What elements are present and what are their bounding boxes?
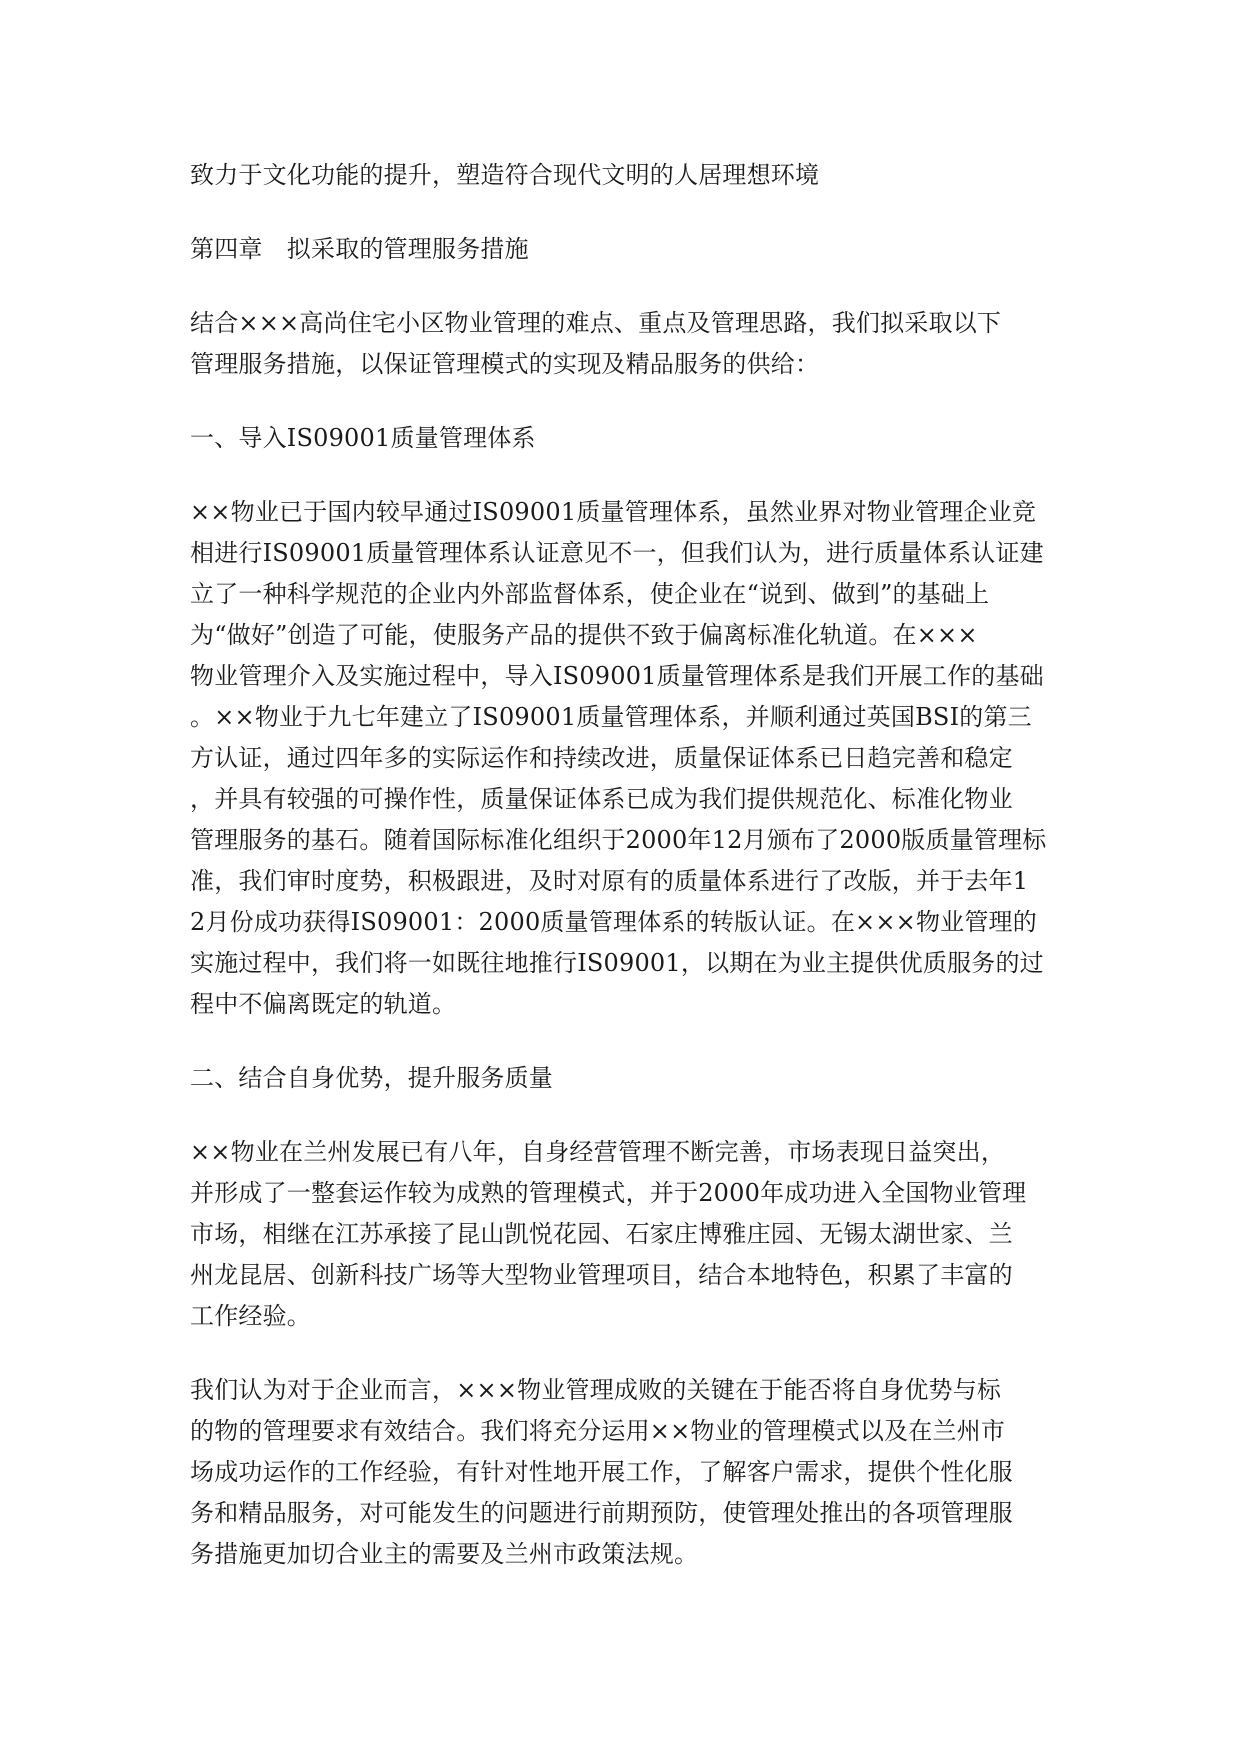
text-line: 市场，相继在江苏承接了昆山凯悦花园、石家庄博雅庄园、无锡太湖世家、兰 xyxy=(190,1220,1013,1248)
text-line: 立了一种科学规范的企业内外部监督体系，使企业在“说到、做到”的基础上 xyxy=(190,580,990,608)
text-line: ，并具有较强的可操作性，质量保证体系已成为我们提供规范化、标准化物业 xyxy=(190,785,1013,813)
text-line: 一、导入IS09001质量管理体系 xyxy=(190,424,536,452)
text-line: 物业管理介入及实施过程中，导入IS09001质量管理体系是我们开展工作的基础 xyxy=(190,662,1044,690)
text-line: 准，我们审时度势，积极跟进，及时对原有的质量体系进行了改版，并于去年1 xyxy=(190,867,1029,895)
text-line: 务和精品服务，对可能发生的问题进行前期预防，使管理处推出的各项管理服 xyxy=(190,1499,1013,1527)
text-line: 致力于文化功能的提升，塑造符合现代文明的人居理想环境 xyxy=(190,161,820,189)
chapter-heading xyxy=(190,229,1050,270)
text-line: ××物业已于国内较早通过IS09001质量管理体系，虽然业界对物业管理企业竞 xyxy=(190,498,1037,526)
text-line: 第四章 拟采取的管理服务措施 xyxy=(190,235,529,263)
text-line: 的物的管理要求有效结合。我们将充分运用××物业的管理模式以及在兰州市 xyxy=(190,1417,1006,1445)
section-2-paragraph-1 xyxy=(190,1132,1050,1337)
text-line: 我们认为对于企业而言，×××物业管理成败的关键在于能否将自身优势与标 xyxy=(190,1376,1002,1404)
section-1-paragraph xyxy=(190,492,1050,1025)
text-line: 。××物业于九七年建立了IS09001质量管理体系，并顺利通过英国BSI的第三 xyxy=(190,703,1032,731)
section-heading-1 xyxy=(190,418,1050,459)
text-line: 结合×××高尚住宅小区物业管理的难点、重点及管理思路，我们拟采取以下 xyxy=(190,309,1002,337)
text-line: 程中不偏离既定的轨道。 xyxy=(190,990,457,1018)
text-line: 相进行IS09001质量管理体系认证意见不一，但我们认为，进行质量体系认证建 xyxy=(190,539,1044,567)
text-line: 方认证，通过四年多的实际运作和持续改进，质量保证体系已日趋完善和稳定 xyxy=(190,744,1013,772)
intro-paragraph xyxy=(190,155,1050,196)
text-line: 二、结合自身优势，提升服务质量 xyxy=(190,1064,553,1092)
text-line: 场成功运作的工作经验，有针对性地开展工作，了解客户需求，提供个性化服 xyxy=(190,1458,1013,1486)
text-line: 工作经验。 xyxy=(190,1302,311,1330)
text-line: 并形成了一整套运作较为成熟的管理模式，并于2000年成功进入全国物业管理 xyxy=(190,1179,1027,1207)
text-line: 为“做好”创造了可能，使服务产品的提供不致于偏离标准化轨道。在××× xyxy=(190,621,978,649)
text-line: 州龙昆居、创新科技广场等大型物业管理项目，结合本地特色，积累了丰富的 xyxy=(190,1261,1013,1289)
section-2-paragraph-2 xyxy=(190,1370,1050,1575)
text-line: 务措施更加切合业主的需要及兰州市政策法规。 xyxy=(190,1540,699,1568)
chapter-intro-paragraph xyxy=(190,303,1050,385)
text-line: 2月份成功获得IS09001：2000质量管理体系的转版认证。在×××物业管理的 xyxy=(190,908,1037,936)
document-body xyxy=(190,155,1050,1608)
text-line: ××物业在兰州发展已有八年，自身经营管理不断完善，市场表现日益突出， xyxy=(190,1138,1006,1166)
section-heading-2 xyxy=(190,1058,1050,1099)
text-line: 实施过程中，我们将一如既往地推行IS09001，以期在为业主提供优质服务的过 xyxy=(190,949,1044,977)
text-line: 管理服务的基石。随着国际标准化组织于2000年12月颁布了2000版质量管理标 xyxy=(190,826,1047,854)
text-line: 管理服务措施，以保证管理模式的实现及精品服务的供给： xyxy=(190,350,820,378)
